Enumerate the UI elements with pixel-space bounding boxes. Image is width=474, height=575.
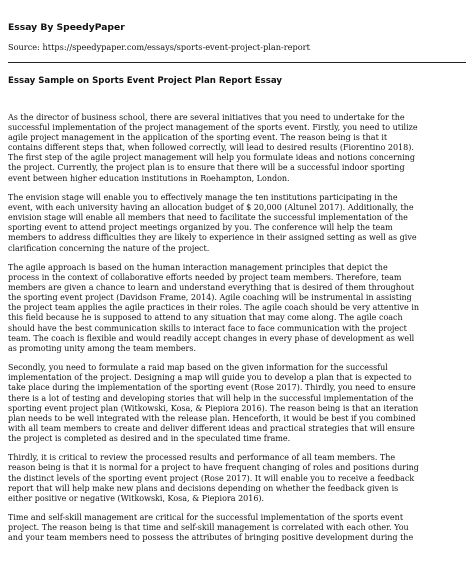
paragraph-line: The envision stage will enable you to effectively manage the ten institutions participating in the <box>8 193 398 203</box>
paragraph-line: successful implementation of the project management of the sports event. Firstly, you need to utilize <box>8 123 418 133</box>
source-line: Source: https://speedypaper.com/essays/sports-event-project-plan-report <box>8 42 310 52</box>
paragraph-line: there is a lot of testing and developing stories that will help in the successful implementation of the <box>8 393 414 403</box>
essay-body <box>8 113 448 553</box>
paragraph-line: plan needs to be well integrated with the release plan. Henceforth, it would be best if you combined <box>8 413 416 423</box>
essay-title: Essay Sample on Sports Event Project Plan Report Essay <box>8 76 282 86</box>
paragraph-line: sporting event project plan (Witkowski, Kosa, & Piepiora 2016). The reason being is that an iteration <box>8 403 419 413</box>
paragraph-line: agile project management in the application of the sporting event. The reason being is that it <box>8 133 388 143</box>
essay-paragraph <box>8 453 448 503</box>
paragraph-line: the sporting event project (Davidson Frame, 2014). Agile coaching will be instrumental in assisting <box>8 293 412 303</box>
paragraph-line: project. The reason being is that time and self-skill management is correlated with each other. You <box>8 523 409 533</box>
paragraph-line: Thirdly, it is critical to review the processed results and performance of all team members. The <box>8 453 396 463</box>
essay-paragraph <box>8 513 448 543</box>
paragraph-line: team. The coach is flexible and would readily accept changes in every phase of development as well <box>8 333 415 343</box>
brand-heading: Essay By SpeedyPaper <box>8 22 125 33</box>
paragraph-line: the project is completed as desired and in the speculated time frame. <box>8 433 291 443</box>
essay-paragraph <box>8 363 448 444</box>
paragraph-line: process in the context of collaborative efforts needed by project team members. Therefore, team <box>8 273 402 283</box>
paragraph-line: Time and self-skill management are critical for the successful implementation of the sports event <box>8 513 404 523</box>
document-header <box>8 22 466 53</box>
essay-paragraph <box>8 113 448 184</box>
paragraph-line: this field because he is supposed to attend to any situation that may come along. The agile coach <box>8 313 403 323</box>
paragraph-line: as promoting unity among the team members. <box>8 343 197 353</box>
paragraph-line: As the director of business school, there are several initiatives that you need to undertake for the <box>8 113 405 122</box>
essay-paragraph <box>8 263 448 354</box>
paragraph-line: event between higher education institutions in Roehampton, London. <box>8 173 290 183</box>
paragraph-line: take place during the implementation of the sporting event (Rose 2017). Thirdly, you need to ensure <box>8 383 416 393</box>
paragraph-line: should have the best communication skills to interact face to face communication with the project <box>8 323 407 333</box>
paragraph-line: contains different steps that, when followed correctly, will lead to desired results (Fiorentino 2018). <box>8 143 414 153</box>
paragraph-line: The agile approach is based on the human interaction management principles that depict the <box>8 263 388 272</box>
paragraph-line: and your team members need to possess the attributes of bringing positive development during the <box>8 533 414 543</box>
paragraph-line: with all team members to create and deliver different ideas and practical strategies that will ensure <box>8 423 415 433</box>
paragraph-line: the project team applies the agile practices in their roles. The agile coach should be very attentive in <box>8 303 420 313</box>
paragraph-line: sporting event to attend project meetings organized by you. The conference will help the team <box>8 223 393 233</box>
paragraph-line: envision stage will enable all members that need to facilitate the successful implementation of the <box>8 213 408 223</box>
paragraph-line: members to address difficulties they are likely to experience in their assigned setting as well as give <box>8 233 417 243</box>
paragraph-line: members are given a chance to learn and understand everything that is desired of them throughout <box>8 283 415 293</box>
paragraph-line: Secondly, you need to formulate a raid map based on the given information for the successful <box>8 363 388 373</box>
paragraph-line: the project. Currently, the project plan is to ensure that there will be a successful indoor sporting <box>8 163 405 173</box>
paragraph-line: reason being is that it is normal for a project to have frequent changing of roles and positions during <box>8 463 419 473</box>
essay-paragraph <box>8 193 448 254</box>
paragraph-line: either positive or negative (Witkowski, Kosa, & Piepiora 2016). <box>8 493 265 503</box>
paragraph-line: clarification concerning the nature of the project. <box>8 243 210 253</box>
paragraph-line: implementation of the project. Designing a map will guide you to develop a plan that is expected to <box>8 373 412 383</box>
paragraph-line: report that will help make new plans and decisions depending on whether the feedback given is <box>8 483 399 493</box>
paragraph-line: event, with each university having an allocation budget of $ 20,000 (Altunel 2017). Additionally, the <box>8 203 414 213</box>
paragraph-line: The first step of the agile project management will help you formulate ideas and notions concerning <box>8 153 415 163</box>
paragraph-line: the distinct levels of the sporting event project (Rose 2017). It will enable you to receive a feedback <box>8 473 415 483</box>
header-divider <box>8 62 466 63</box>
